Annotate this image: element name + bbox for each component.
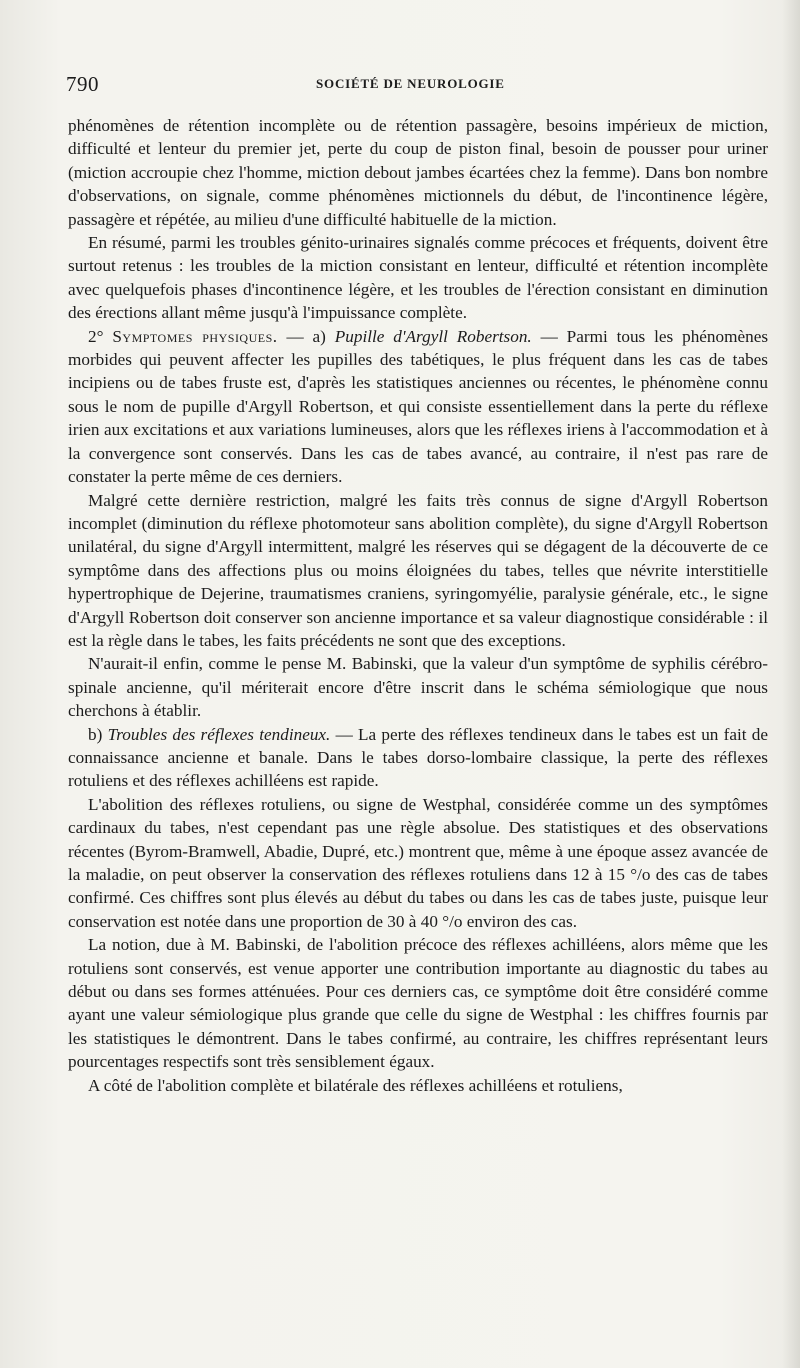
paragraph-text: — La perte des réflexes tendineux dans le tabes est un fait de connaissance ancienne et banale. Dans le tabes dorso-lombaire classique, la perte des réflexes rotuliens et des réflexes achilléens est rapide.	[68, 724, 769, 791]
paragraph	[68, 231, 768, 325]
paragraph-text: L'abolition des réflexes rotuliens, ou signe de Westphal, considérée comme un des symptômes cardinaux du tabes, n'est cependant pas une règle absolue. Des statistiques et des observations récentes (Byrom-Bramwell, Abadie, Dupré, etc.) montrent que, même à une époque assez avancée de la maladie, on peut observer la conservation des réflexes rotuliens dans 12 à 15 °/o des cas de tabes confirmé. Ces chiffres sont plus élevés au début du tabes ou dans les cas de tabes juste, puisque leur conservation est notée dans une proportion de 30 à 40 °/o environ des cas.	[68, 794, 768, 931]
subsection-heading: Pupille d'Argyll Robertson.	[334, 326, 532, 346]
paragraph-text: Malgré cette dernière restriction, malgré les faits très connus de signe d'Argyll Robertson incomplet (diminution du réflexe photomoteur sans abolition complète), du signe d'Argyll Robertson unilatéral, du signe d'Argyll intermittent, malgré les réserves qui se dégagent de la découverte de ce symptôme dans des affections plus ou moins éloignées du tabes, telles que névrite interstitielle hypertrophique de Dejerine, traumatismes craniens, syringomyélie, paralysie générale, etc., le signe d'Argyll Robertson doit conserver son ancienne importance et sa valeur diagnostique considérable : il est la règle dans le tabes, les faits précédents ne sont que des exceptions.	[68, 490, 768, 650]
paragraph-text: A côté de l'abolition complète et bilatérale des réflexes achilléens et rotuliens,	[88, 1075, 623, 1095]
paragraph	[68, 1074, 768, 1097]
section-number: 2°	[88, 326, 104, 346]
page-header	[66, 72, 772, 102]
paragraph-text: La notion, due à M. Babinski, de l'abolition précoce des réflexes achilléens, alors même que les rotuliens sont conservés, est venue apporter une contribution importante au diagnostic du tabes au début ou dans ses formes atténuées. Pour ces derniers cas, ce symptôme doit être considéré comme ayant une valeur sémiologique plus grande que celle du signe de Westphal : les chiffres fournis par les statistiques le démontrent. Dans le tabes confirmé, au contraire, les chiffres représentant leurs pourcentages respectifs sont très sensiblement égaux.	[68, 935, 768, 1072]
paragraph	[68, 723, 768, 793]
paragraph	[68, 114, 768, 231]
subsection-heading: Troubles des réflexes tendineux.	[107, 724, 331, 744]
paragraph	[68, 652, 768, 722]
paragraph	[68, 933, 768, 1073]
paragraph-text: N'aurait-il enfin, comme le pense M. Babinski, que la valeur d'un symptôme de syphilis cérébro-spinale ancienne, qu'il mériterait encore d'être inscrit dans le schéma sémiologique que nous cherchons à établir.	[68, 654, 768, 721]
page-number: 790	[66, 72, 99, 96]
page-edge-shadow	[782, 0, 800, 1368]
paragraph-text: phénomènes de rétention incomplète ou de rétention passagère, besoins impérieux de miction, difficulté et lenteur du premier jet, perte du coup de piston final, besoin de pousser pour uriner (miction accroupie chez l'homme, miction debout jambes écartées chez la femme). Dans bon nombre d'observations, on signale, comme phénomènes mictionnels du début, de l'incontinence légère, passagère et répétée, au milieu d'une difficulté habituelle de la miction.	[68, 116, 768, 229]
subsection-number: b)	[88, 724, 103, 744]
paragraph	[68, 489, 768, 653]
paragraph-text: — Parmi tous les phénomènes morbides qui peuvent affecter les pupilles des tabétiques, le plus fréquent dans les cas de tabes incipiens ou de tabes fruste est, d'après les statistiques anciennes ou récentes, le phénomène connu sous le nom de pupille d'Argyll Robertson, et qui consiste essentiellement dans la perte du réflexe irien aux excitations et aux variations lumineuses, alors que les réflexes iriens à l'accommodation et à la convergence sont conservés. Dans les cas de tabes avancé, au contraire, il n'est pas rare de constater la perte même de ces derniers.	[68, 326, 769, 487]
running-head: SOCIÉTÉ DE NEUROLOGIE	[316, 76, 505, 91]
paragraph	[68, 325, 768, 489]
paragraph	[68, 793, 768, 933]
body-text	[68, 114, 768, 1097]
section-heading: Symptomes physiques.	[112, 326, 278, 346]
heading-separator: — a)	[277, 326, 335, 346]
paragraph-text: En résumé, parmi les troubles génito-urinaires signalés comme précoces et fréquents, doivent être surtout retenus : les troubles de la miction consistant en lenteur, difficulté et rétention incomplète avec quelquefois phases d'incontinence légère, et les troubles de l'érection consistant en diminution des érections allant même jusqu'à l'impuissance complète.	[68, 233, 768, 323]
